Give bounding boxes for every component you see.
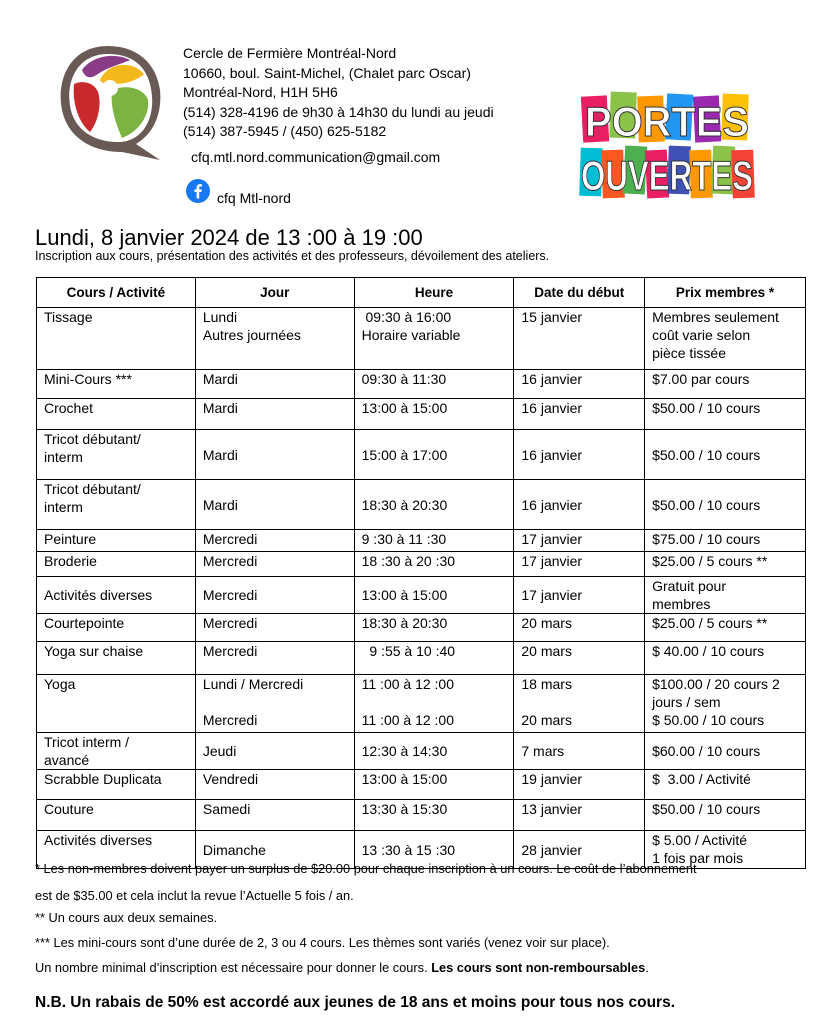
table-row xyxy=(37,399,806,430)
cell-time: 9 :30 à 11 :30 xyxy=(354,530,514,552)
column-header-time: Heure xyxy=(354,278,514,308)
cell-time: 9 :55 à 10 :40 xyxy=(354,642,514,675)
cell-day: Mercredi xyxy=(195,530,354,552)
cell-day: Lundi / Mercredi Mercredi xyxy=(195,675,354,733)
cell-start-date: 7 mars xyxy=(514,733,645,770)
cell-day: Mercredi xyxy=(195,577,354,614)
cell-time: 18:30 à 20:30 xyxy=(354,614,514,642)
cell-price: $ 5.00 / Activité 1 fois par mois xyxy=(645,831,806,869)
cell-start-date: 19 janvier xyxy=(514,770,645,800)
banner-line-2: OUVERTES xyxy=(581,152,753,199)
cell-day: Mercredi xyxy=(195,614,354,642)
schedule-table xyxy=(36,277,806,869)
facebook-handle[interactable]: cfq Mtl-nord xyxy=(217,190,291,206)
cell-course: Broderie xyxy=(37,552,196,577)
organization-logo xyxy=(52,40,164,162)
organization-address: 10660, boul. Saint-Michel, (Chalet parc Oscar) xyxy=(183,64,471,81)
cell-start-date: 28 janvier xyxy=(514,831,645,869)
cell-time: 13:00 à 15:00 xyxy=(354,399,514,430)
cell-start-date: 13 janvier xyxy=(514,800,645,831)
table-row xyxy=(37,733,806,770)
cell-day: Lundi Autres journées xyxy=(195,308,354,370)
cell-time: 18 :30 à 20 :30 xyxy=(354,552,514,577)
cell-price: $50.00 / 10 cours xyxy=(645,480,806,530)
banner-line-1: PORTES xyxy=(585,98,749,145)
cell-time: 13:00 à 15:00 xyxy=(354,577,514,614)
cell-course: Tricot interm / avancé xyxy=(37,733,196,770)
cell-time: 11 :00 à 12 :00 11 :00 à 12 :00 xyxy=(354,675,514,733)
cell-course: Activités diverses xyxy=(37,577,196,614)
cell-start-date: 20 mars xyxy=(514,614,645,642)
table-row xyxy=(37,577,806,614)
cell-time: 09:30 à 11:30 xyxy=(354,370,514,399)
portes-ouvertes-banner xyxy=(578,90,756,202)
table-row xyxy=(37,480,806,530)
cell-day: Mardi xyxy=(195,480,354,530)
footnote-non-refundable: Les cours sont non-remboursables xyxy=(431,960,646,975)
cell-course: Peinture xyxy=(37,530,196,552)
organization-city: Montréal-Nord, H1H 5H6 xyxy=(183,84,338,100)
cell-price: $75.00 / 10 cours xyxy=(645,530,806,552)
cell-day: Mardi xyxy=(195,430,354,480)
cell-course: Crochet xyxy=(37,399,196,430)
cell-price: $100.00 / 20 cours 2 jours / sem $ 50.00 / 10 cours xyxy=(645,675,806,733)
cell-start-date: 16 janvier xyxy=(514,480,645,530)
cell-course: Yoga xyxy=(37,675,196,733)
table-row xyxy=(37,530,806,552)
cell-time: 13:00 à 15:00 xyxy=(354,770,514,800)
cell-time: 12:30 à 14:30 xyxy=(354,733,514,770)
column-header-member-price: Prix membres * xyxy=(645,278,806,308)
column-header-course: Cours / Activité xyxy=(37,278,196,308)
cell-course: Tricot débutant/ interm xyxy=(37,480,196,530)
table-row xyxy=(37,430,806,480)
cell-day: Mardi xyxy=(195,399,354,430)
table-row xyxy=(37,614,806,642)
cell-day: Dimanche xyxy=(195,831,354,869)
footnote-subscription: est de $35.00 et cela inclut la revue l’Actuelle 5 fois / an. xyxy=(35,888,354,903)
cell-course: Tricot débutant/ interm xyxy=(37,430,196,480)
table-row xyxy=(37,370,806,399)
footnote-nonmembers: * Les non-membres doivent payer un surplus de $20.00 pour chaque inscription à un cours. Le coût de l’abonnement xyxy=(35,861,697,876)
table-row xyxy=(37,800,806,831)
column-header-day: Jour xyxy=(195,278,354,308)
footnote-minimum xyxy=(35,960,649,975)
cell-price: $25.00 / 5 cours ** xyxy=(645,614,806,642)
phone-line-2: (514) 387-5945 / (450) 625-5182 xyxy=(183,123,387,139)
footnote-biweekly: ** Un cours aux deux semaines. xyxy=(35,910,218,925)
cell-price: $ 3.00 / Activité xyxy=(645,770,806,800)
cell-price: $60.00 / 10 cours xyxy=(645,733,806,770)
event-title: Lundi, 8 janvier 2024 de 13 :00 à 19 :00 xyxy=(35,225,423,250)
table-row xyxy=(37,770,806,800)
cell-course: Mini-Cours *** xyxy=(37,370,196,399)
cell-day: Samedi xyxy=(195,800,354,831)
cell-start-date: 18 mars 20 mars xyxy=(514,675,645,733)
cell-price: Gratuit pour membres xyxy=(645,577,806,614)
cell-course: Courtepointe xyxy=(37,614,196,642)
cell-time: 13:30 à 15:30 xyxy=(354,800,514,831)
facebook-icon[interactable] xyxy=(186,179,210,203)
email-address[interactable]: cfq.mtl.nord.communication@gmail.com xyxy=(191,149,441,165)
cell-start-date: 20 mars xyxy=(514,642,645,675)
cell-day: Mercredi xyxy=(195,552,354,577)
cell-start-date: 17 janvier xyxy=(514,530,645,552)
cell-price: $50.00 / 10 cours xyxy=(645,800,806,831)
cell-price: $ 40.00 / 10 cours xyxy=(645,642,806,675)
cell-start-date: 17 janvier xyxy=(514,552,645,577)
cell-start-date: 15 janvier xyxy=(514,308,645,370)
column-header-start-date: Date du début xyxy=(514,278,645,308)
phone-line-1: (514) 328-4196 de 9h30 à 14h30 du lundi au jeudi xyxy=(183,103,494,120)
cell-price: Membres seulement coût varie selon pièce tissée xyxy=(645,308,806,370)
cell-day: Vendredi xyxy=(195,770,354,800)
footnote-minimum-text: Un nombre minimal d’inscription est nécessaire pour donner le cours. xyxy=(35,960,432,975)
cell-time: 09:30 à 16:00 Horaire variable xyxy=(354,308,514,370)
cell-price: $25.00 / 5 cours ** xyxy=(645,552,806,577)
cell-course: Couture xyxy=(37,800,196,831)
cell-start-date: 17 janvier xyxy=(514,577,645,614)
table-header-row xyxy=(37,278,806,308)
organization-info xyxy=(183,44,494,142)
table-row xyxy=(37,675,806,733)
cell-start-date: 16 janvier xyxy=(514,399,645,430)
cell-time: 13 :30 à 15 :30 xyxy=(354,831,514,869)
cell-start-date: 16 janvier xyxy=(514,370,645,399)
table-row xyxy=(37,308,806,370)
table-row xyxy=(37,552,806,577)
cell-time: 15:00 à 17:00 xyxy=(354,430,514,480)
cell-time: 18:30 à 20:30 xyxy=(354,480,514,530)
cell-course: Activités diverses xyxy=(37,831,196,869)
cell-course: Yoga sur chaise xyxy=(37,642,196,675)
discount-notice: N.B. Un rabais de 50% est accordé aux jeunes de 18 ans et moins pour tous nos cours. xyxy=(35,994,676,1011)
cell-day: Mercredi xyxy=(195,642,354,675)
event-subtitle: Inscription aux cours, présentation des activités et des professeurs, dévoilement des ateliers. xyxy=(35,249,550,263)
footnote-mini-courses: *** Les mini-cours sont d’une durée de 2, 3 ou 4 cours. Les thèmes sont variés (venez voir sur place). xyxy=(35,935,610,950)
cell-day: Mardi xyxy=(195,370,354,399)
cell-course: Tissage xyxy=(37,308,196,370)
organization-name: Cercle de Fermière Montréal-Nord xyxy=(183,45,397,61)
cell-day: Jeudi xyxy=(195,733,354,770)
cell-price: $7.00 par cours xyxy=(645,370,806,399)
footnote-period: . xyxy=(645,960,649,975)
cell-price: $50.00 / 10 cours xyxy=(645,430,806,480)
cell-course: Scrabble Duplicata xyxy=(37,770,196,800)
cell-start-date: 16 janvier xyxy=(514,430,645,480)
table-row xyxy=(37,642,806,675)
cell-price: $50.00 / 10 cours xyxy=(645,399,806,430)
